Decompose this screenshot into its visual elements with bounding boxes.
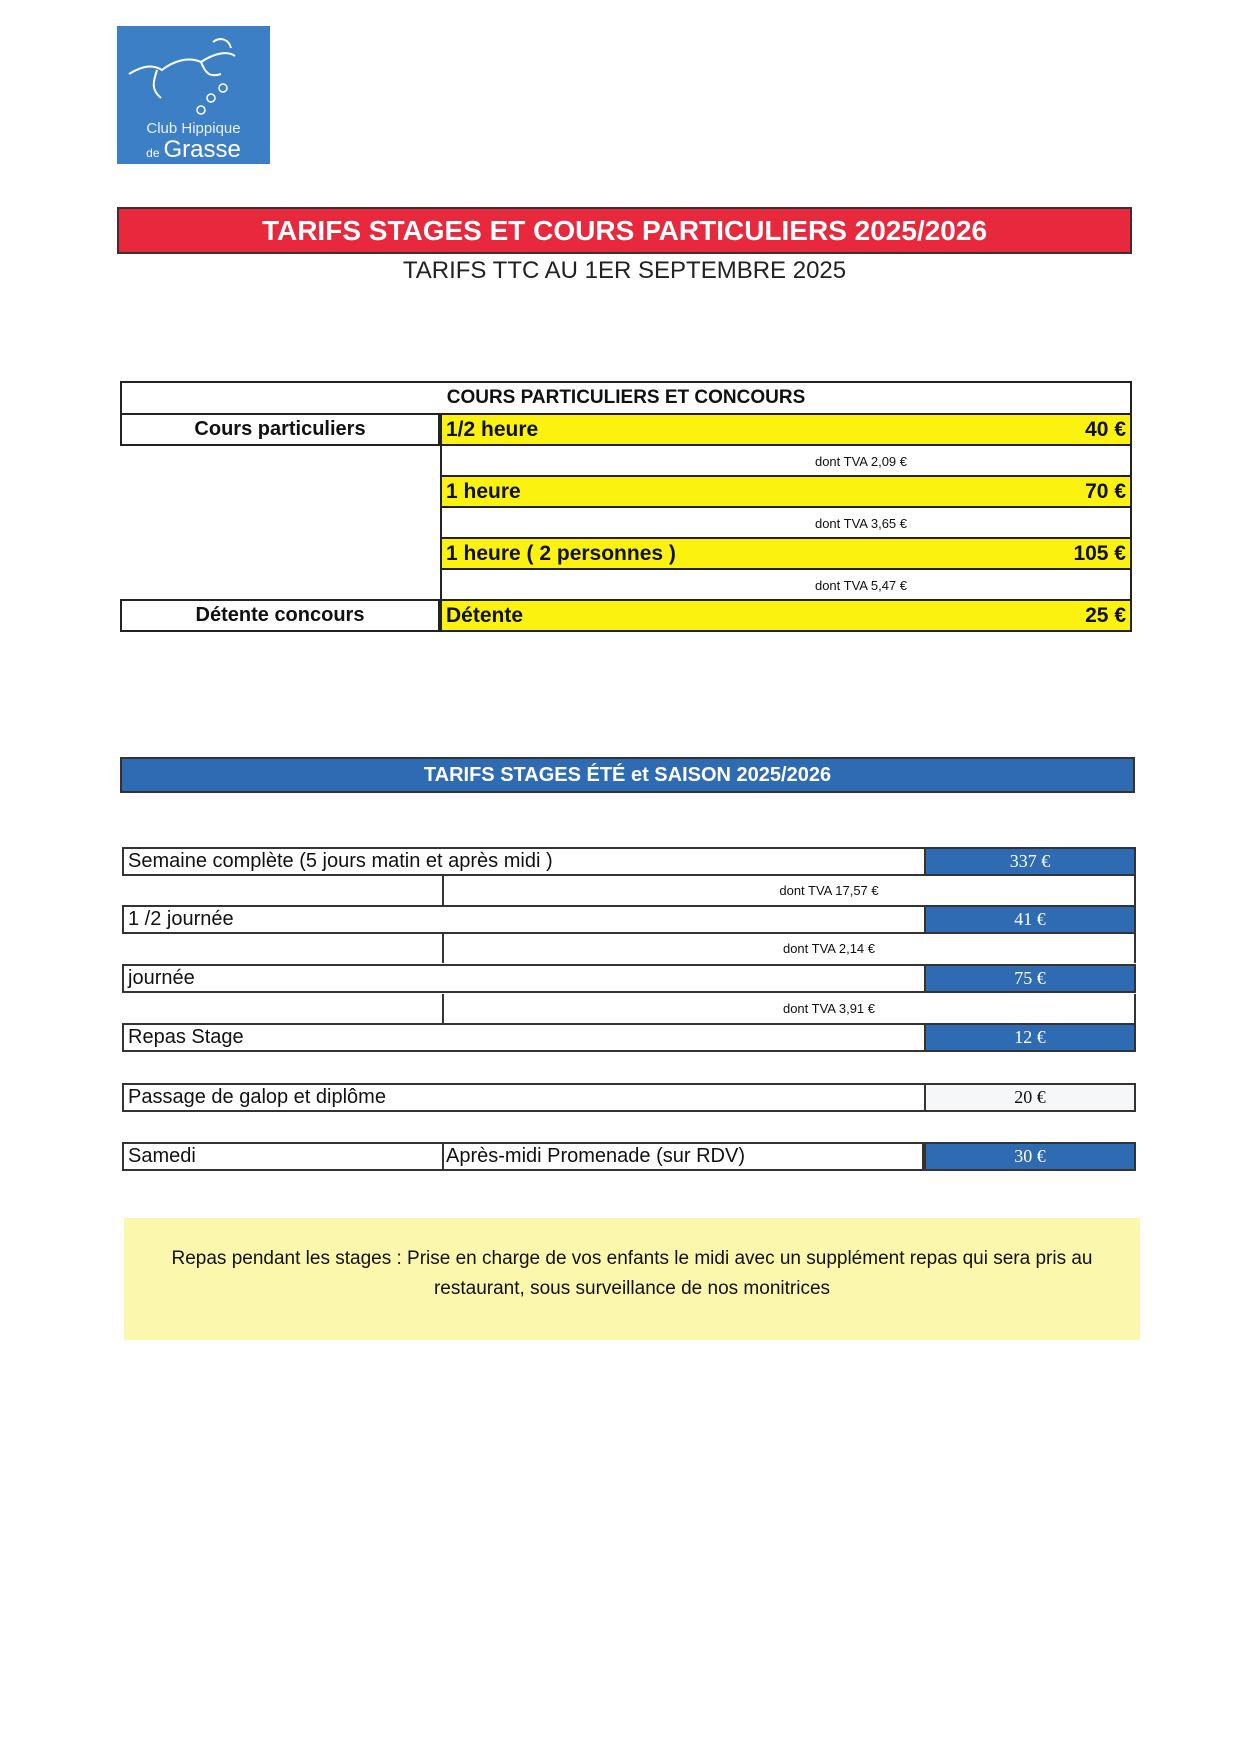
detente-row: [440, 599, 1132, 632]
meal-note-line1: Repas pendant les stages : Prise en charge de vos enfants le midi avec un supplément repas qui sera pris au: [171, 1248, 1093, 1269]
logo-grasse-text: de Grasse: [146, 136, 241, 163]
lesson-label: 1 heure: [446, 479, 521, 503]
lesson-price: 105 €: [1073, 541, 1126, 565]
stage-row-label: journée: [122, 964, 924, 993]
horse-rider-icon: [117, 26, 270, 126]
lesson-label: 1/2 heure: [446, 417, 539, 441]
lesson-row: [440, 537, 1132, 570]
lessons-table-heading: COURS PARTICULIERS ET CONCOURS: [120, 381, 1132, 415]
galop-label: Passage de galop et diplôme: [122, 1083, 924, 1112]
page-title: TARIFS STAGES ET COURS PARTICULIERS 2025/2026: [117, 207, 1132, 254]
club-logo: [117, 26, 270, 164]
stage-price: 12 €: [924, 1023, 1136, 1052]
stage-row-label: Semaine complète (5 jours matin et après midi ): [122, 847, 924, 876]
detente-label: Détente: [446, 603, 524, 627]
samedi-price: 30 €: [924, 1142, 1136, 1171]
galop-price: 20 €: [924, 1083, 1136, 1112]
stage-tva: dont TVA 3,91 €: [442, 994, 1136, 1023]
lesson-row: [440, 413, 1132, 446]
stage-tva: dont TVA 2,14 €: [442, 934, 1136, 963]
samedi-detail: Après-midi Promenade (sur RDV): [444, 1142, 924, 1171]
lesson-tva: dont TVA 3,65 €: [440, 508, 1132, 539]
stage-price: 337 €: [924, 847, 1136, 876]
lesson-price: 70 €: [1085, 479, 1126, 503]
lesson-tva: dont TVA 5,47 €: [440, 570, 1132, 601]
detente-group-label: Détente concours: [120, 599, 440, 632]
stage-price: 41 €: [924, 905, 1136, 934]
lesson-label: 1 heure ( 2 personnes ): [446, 541, 676, 565]
detente-price: 25 €: [1085, 603, 1126, 627]
stage-tva: dont TVA 17,57 €: [442, 876, 1136, 905]
page-subtitle: TARIFS TTC AU 1ER SEPTEMBRE 2025: [402, 257, 847, 284]
lesson-row: [440, 475, 1132, 508]
stage-row-label: Repas Stage: [122, 1023, 924, 1052]
samedi-label: Samedi: [122, 1142, 444, 1171]
meal-note-line2: restaurant, sous surveillance de nos monitrices: [433, 1278, 831, 1299]
meal-note: [124, 1218, 1140, 1340]
stage-row-label: 1 /2 journée: [122, 905, 924, 934]
lessons-group-label: Cours particuliers: [120, 413, 440, 446]
stages-heading: TARIFS STAGES ÉTÉ et SAISON 2025/2026: [120, 757, 1135, 793]
lesson-price: 40 €: [1085, 417, 1126, 441]
lesson-tva: dont TVA 2,09 €: [440, 446, 1132, 477]
stage-price: 75 €: [924, 964, 1136, 993]
logo-club-text: Club Hippique: [146, 120, 241, 137]
